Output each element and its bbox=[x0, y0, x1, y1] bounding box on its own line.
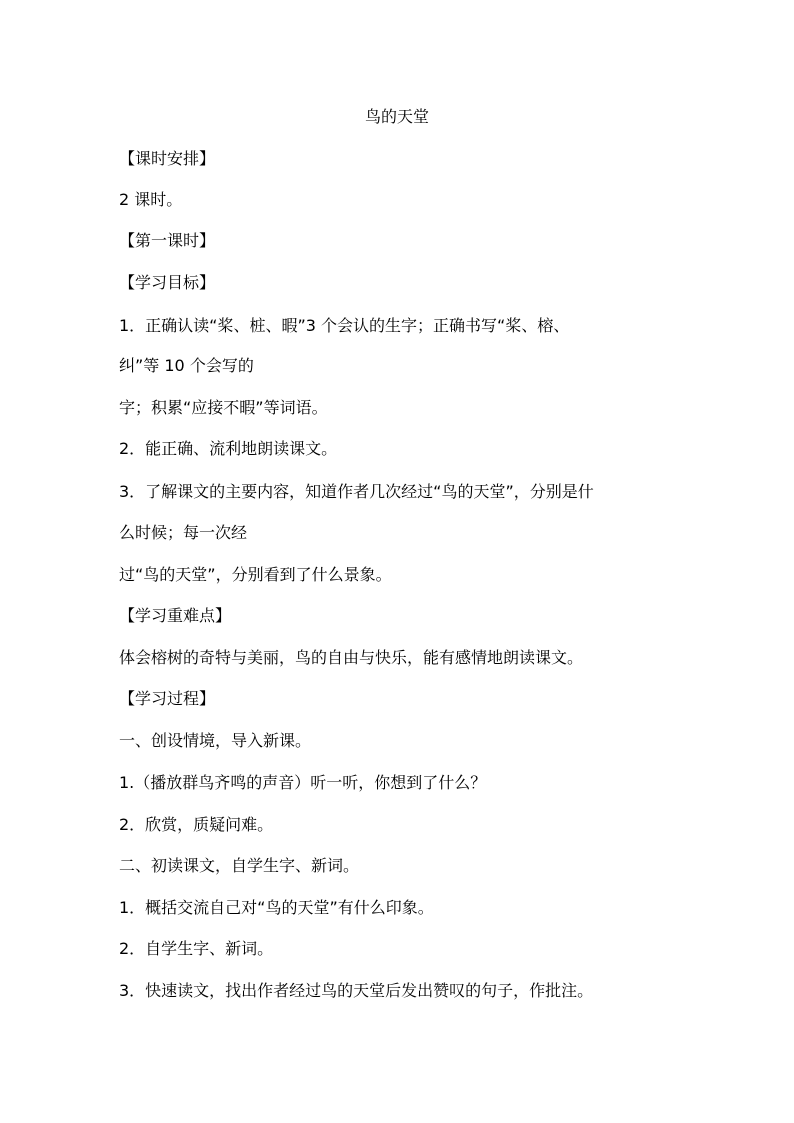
process-2-item-1: 1．概括交流自己对“鸟的天堂”有什么印象。 bbox=[119, 898, 434, 917]
schedule-text: 2 课时。 bbox=[119, 190, 183, 209]
process-2-item-2: 2．自学生字、新词。 bbox=[119, 939, 274, 958]
goal-3-line-1: 3．了解课文的主要内容，知道作者几次经过“鸟的天堂”，分别是什 bbox=[119, 482, 594, 501]
goal-3-line-2: 么时候；每一次经 bbox=[119, 523, 248, 542]
heading-schedule: 【课时安排】 bbox=[119, 149, 216, 168]
heading-learning-goals: 【学习目标】 bbox=[119, 273, 216, 292]
goal-1-line-3: 字；积累“应接不暇”等词语。 bbox=[119, 398, 328, 417]
heading-first-lesson: 【第一课时】 bbox=[119, 231, 216, 250]
process-1-item-2: 2．欣赏，质疑问难。 bbox=[119, 815, 274, 834]
heading-key-points: 【学习重难点】 bbox=[119, 606, 232, 625]
goal-1-line-1: 1．正确认读“桨、桩、暇”3 个会认的生字；正确书写“桨、榕、 bbox=[119, 316, 570, 335]
goal-2: 2．能正确、流利地朗读课文。 bbox=[119, 439, 338, 458]
process-section-2: 二、初读课文，自学生字、新词。 bbox=[119, 856, 360, 875]
key-points-text: 体会榕树的奇特与美丽，鸟的自由与快乐，能有感情地朗读课文。 bbox=[119, 648, 584, 667]
process-section-1: 一、创设情境，导入新课。 bbox=[119, 731, 312, 750]
goal-3-line-3: 过“鸟的天堂”，分别看到了什么景象。 bbox=[119, 565, 392, 584]
goal-1-line-2: 纠”等 10 个会写的 bbox=[119, 356, 254, 375]
document-title: 鸟的天堂 bbox=[364, 107, 429, 126]
process-2-item-3: 3．快速读文，找出作者经过鸟的天堂后发出赞叹的句子，作批注。 bbox=[119, 981, 594, 1000]
process-1-item-1: 1.（播放群鸟齐鸣的声音）听一听，你想到了什么？ bbox=[119, 773, 487, 792]
heading-learning-process: 【学习过程】 bbox=[119, 689, 216, 708]
